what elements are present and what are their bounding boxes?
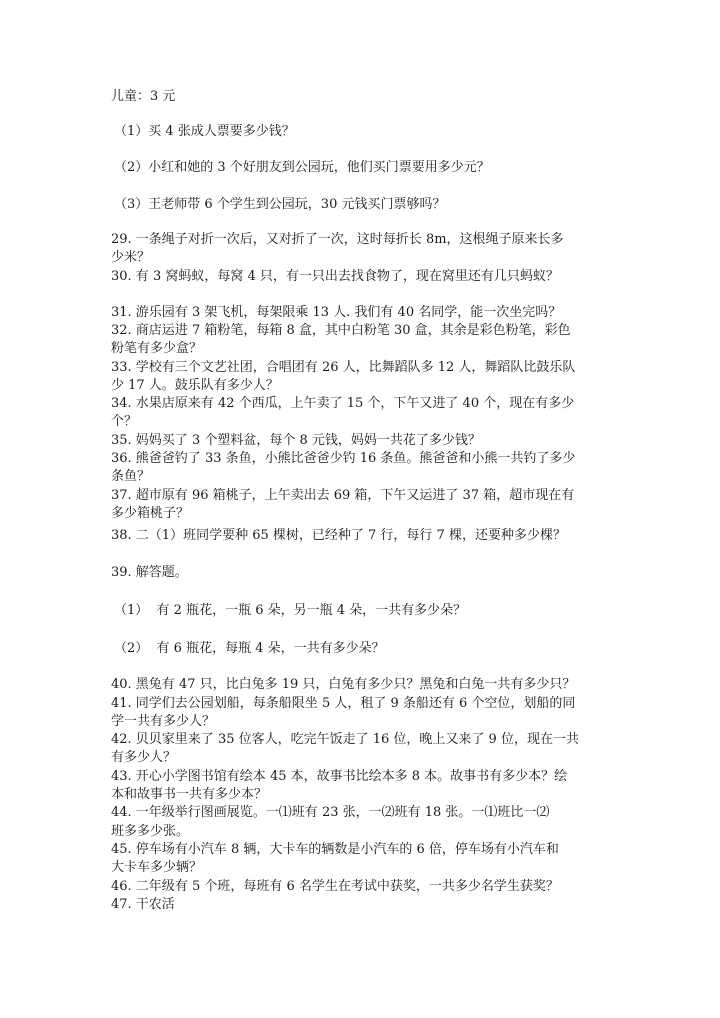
text-line: 41. 同学们去公园划船，每条船限坐 5 人，租了 9 条船还有 6 个空位，划船的同 [111,696,576,711]
text-line: 个？ [111,414,138,429]
text-line: 40. 黑兔有 47 只，比白兔多 19 只，白兔有多少只？黑兔和白兔一共有多少只？ [111,677,576,692]
text-line: 学一共有多少人？ [111,714,216,729]
text-line: 33. 学校有三个文艺社团，合唱团有 26 人，比舞蹈队多 12 人，舞蹈队比鼓乐队 [111,360,576,375]
text-line: 条鱼？ [111,469,151,484]
text-line: 35. 妈妈买了 3 个塑料盆，每个 8 元钱，妈妈一共花了多少钱？ [111,433,481,448]
text-line: 大卡车多少辆？ [111,860,203,875]
text-line: 少 17 人。鼓乐队有多少人？ [111,378,279,393]
text-line: 儿童：3 元 [111,89,176,104]
text-line: （3）王老师带 6 个学生到公园玩，30 元钱买门票够吗？ [114,197,446,212]
text-line: 47. 干农活 [111,897,175,912]
text-line: 37. 超市原有 96 箱桃子，上午卖出去 69 箱，下午又运进了 37 箱，超市现在有 [111,488,575,503]
text-line: 粉笔有多少盒？ [111,341,203,356]
text-line: 42. 贝贝家里来了 35 位客人，吃完午饭走了 16 位，晚上又来了 9 位，现在一共 [111,732,579,747]
text-line: 31. 游乐园有 3 架飞机，每架限乘 13 人. 我们有 40 名同学，能一次坐完吗？ [111,305,562,320]
text-line: 39. 解答题。 [111,565,188,580]
text-line: 44. 一年级举行图画展览。一⑴班有 23 张，一⑵班有 18 张。一⑴班比一⑵ [111,805,550,820]
text-line: （1） 有 2 瓶花，一瓶 6 朵，另一瓶 4 朵，一共有多少朵？ [114,603,467,618]
text-line: （1）买 4 张成人票要多少钱？ [114,124,295,139]
text-line: 班多多少张。 [111,824,190,839]
text-line: 36. 熊爸爸钓了 33 条鱼，小熊比爸爸少钓 16 条鱼。熊爸爸和小熊一共钓了多少 [111,451,576,466]
text-line: 34. 水果店原来有 42 个西瓜，上午卖了 15 个，下午又进了 40 个，现在有多少 [111,396,575,411]
text-line: 少米？ [111,250,151,265]
text-line: 本和故事书一共有多少本？ [111,787,268,802]
text-line: 29. 一条绳子对折一次后，又对折了一次，这时每折长 8m，这根绳子原来长多 [111,232,564,247]
text-line: 45. 停车场有小汽车 8 辆，大卡车的辆数是小汽车的 6 倍，停车场有小汽车和 [111,842,559,857]
text-line: 38. 二（1）班同学要种 65 棵树，已经种了 7 行，每行 7 棵，还要种多少棵？ [111,528,566,543]
text-line: 32. 商店运进 7 箱粉笔，每箱 8 盒，其中白粉笔 30 盒，其余是彩色粉笔，彩色 [111,323,571,338]
text-line: （2） 有 6 瓶花，每瓶 4 朵，一共有多少朵？ [114,641,385,656]
text-line: （2）小红和她的 3 个好朋友到公园玩，他们买门票要用多少元？ [114,160,490,175]
text-line: 46. 二年级有 5 个班，每班有 6 名学生在考试中获奖，一共多少名学生获奖？ [111,879,559,894]
text-line: 30. 有 3 窝蚂蚁，每窝 4 只，有一只出去找食物了，现在窝里还有几只蚂蚁？ [111,269,559,284]
text-line: 有多少人？ [111,750,177,765]
text-line: 多少箱桃子？ [111,506,190,521]
text-line: 43. 开心小学图书馆有绘本 45 本，故事书比绘本多 8 本。故事书有多少本？绘 [111,769,568,784]
